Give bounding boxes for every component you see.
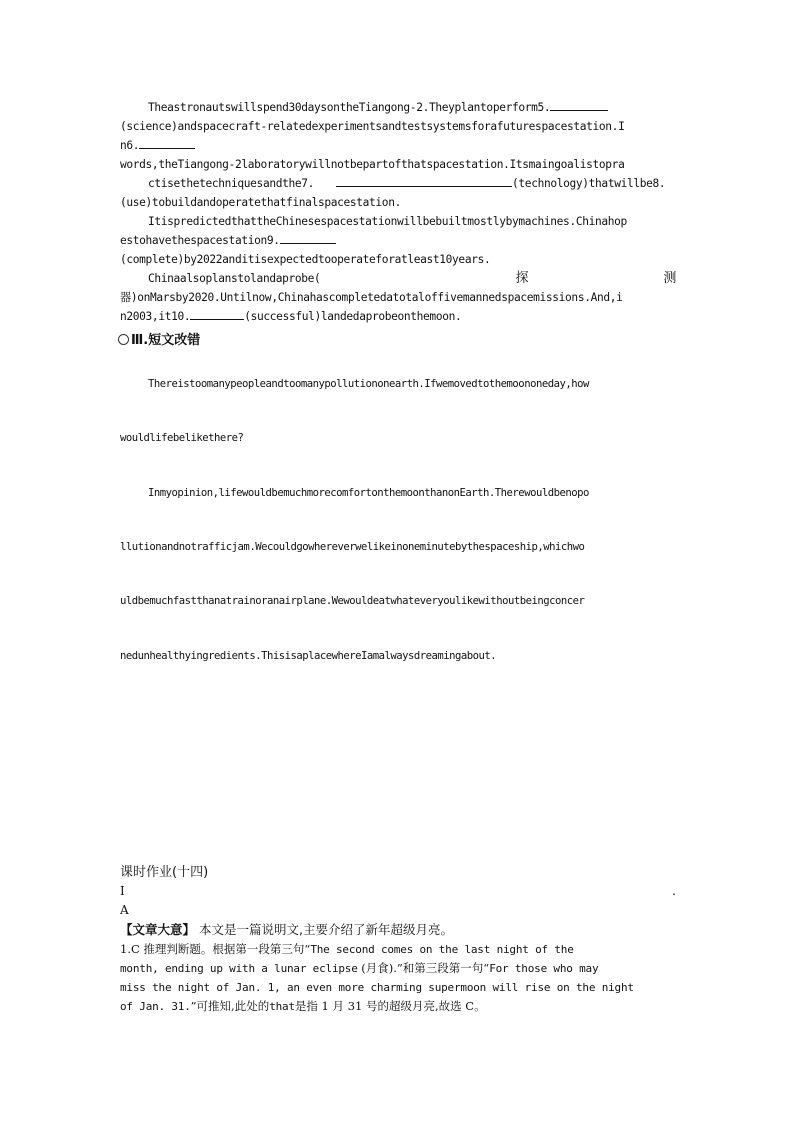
answer-quote: For those who may xyxy=(489,962,599,975)
correction-line-5: uldbemuchfastthanatrainoranairplane.Wewouldeatwhateveryoulikewithoutbeingconcer xyxy=(120,595,585,607)
passage-line-11: 器)onMarsby2020.Untilnow,Chinahascompletedatotaloffivemannedspacemissions.And,i xyxy=(120,291,623,304)
passage-text: n2003,it10. xyxy=(120,310,191,323)
correction-line-3: Inmyopinion,lifewouldbemuchmorecomfortonthemoonthanonEarth.Therewouldbenopo xyxy=(148,487,589,499)
passage-text: ItispredictedthattheChinesespacestationwillbebuiltmostlybymachines.Chinahop xyxy=(148,215,627,228)
answer-text: 是指 1 月 31 号的超级月亮,故选 C。 xyxy=(294,999,486,1013)
passage-line-10 xyxy=(120,269,676,288)
section-heading xyxy=(118,329,200,348)
passage-line-3 xyxy=(120,136,676,155)
passage-line-9: (complete)by2022anditisexpectedtooperateforatleast10years. xyxy=(120,253,491,266)
answer-quote: of Jan. 31. xyxy=(120,1000,191,1013)
correction-line-1: Thereistoomanypeopleandtoomanypollutiononearth.Ifwemovedtothemoononeday,how xyxy=(148,378,589,390)
blank-9[interactable] xyxy=(280,232,336,244)
passage-line-2: (science)andspacecraft-relatedexperimentsandtestsystemsforafuturespacestation.I xyxy=(120,120,625,133)
answer-q1-line-1 xyxy=(120,940,676,959)
answer-quote: The second comes on the last night of the xyxy=(310,943,574,956)
passage-text: Chinaalsoplanstolandaprobe( xyxy=(148,272,321,285)
blank-7[interactable] xyxy=(336,175,512,187)
answers-part-row xyxy=(120,882,676,901)
passage-line-8 xyxy=(120,231,676,250)
passage-text: 探 xyxy=(515,271,529,286)
correction-line-2: wouldlifebelikethere? xyxy=(120,432,244,444)
answer-q1-line-3: miss the night of Jan. 1, an even more charming supermoon will rise on the night xyxy=(120,981,634,994)
passage-text: Theastronautswillspend30daysontheTiangong-2.Theyplantoperform5. xyxy=(148,101,551,114)
summary-label: 【文章大意】 xyxy=(120,922,196,937)
passage-line-1 xyxy=(120,98,676,117)
passage-line-7 xyxy=(120,212,676,231)
passage-text: (successful)landedaprobeonthemoon. xyxy=(244,310,462,323)
answer-text: (月食).”和第三段第一句“ xyxy=(357,961,490,975)
answer-text: 1.C 推理判断题。根据第一段第三句“ xyxy=(120,942,311,956)
answer-text: ”可推知,此处的 xyxy=(190,999,270,1013)
passage-text: estohavethespacestation9. xyxy=(120,234,280,247)
passage-line-4: words,theTiangong-2laboratorywillnotbepartofthatspacestation.Itsmaingoalistopra xyxy=(120,158,625,171)
blank-10[interactable] xyxy=(190,308,244,320)
answer-quote: month, ending up with a lunar eclipse xyxy=(120,962,358,975)
answer-q1-line-4 xyxy=(120,997,676,1016)
passage-text: n6. xyxy=(120,139,140,152)
passage-text: (technology)thatwillbe8. xyxy=(512,177,666,190)
answers-part-label: Ⅰ xyxy=(120,884,125,898)
blank-6[interactable] xyxy=(139,137,195,149)
section-icon xyxy=(118,334,129,345)
answer-q1-line-2 xyxy=(120,959,676,978)
answer-quote: that xyxy=(269,1000,295,1013)
blank-5[interactable] xyxy=(550,99,608,111)
passage-line-5 xyxy=(120,174,676,193)
answers-sub-label: A xyxy=(120,903,129,917)
passage-line-6: (use)tobuildandoperatethatfinalspacestation. xyxy=(120,196,401,209)
answers-title: 课时作业(十四) xyxy=(120,865,209,880)
summary-text: 本文是一篇说明文,主要介绍了新年超级月亮。 xyxy=(195,922,453,937)
answers-part-dot: . xyxy=(672,884,676,898)
summary-line xyxy=(120,920,676,939)
section-heading-text: Ⅲ.短文改错 xyxy=(131,333,201,348)
correction-line-4: llutionandnotrafficjam.Wecouldgowhereverwelikeinoneminutebythespaceship,whichwo xyxy=(120,541,585,553)
passage-line-12 xyxy=(120,307,676,326)
passage-text: ctisethetechniquesandthe7. xyxy=(148,177,315,190)
correction-line-6: nedunhealthyingredients.ThisisaplacewhereIamalwaysdreamingabout. xyxy=(120,650,497,662)
passage-text: 测 xyxy=(663,271,676,286)
